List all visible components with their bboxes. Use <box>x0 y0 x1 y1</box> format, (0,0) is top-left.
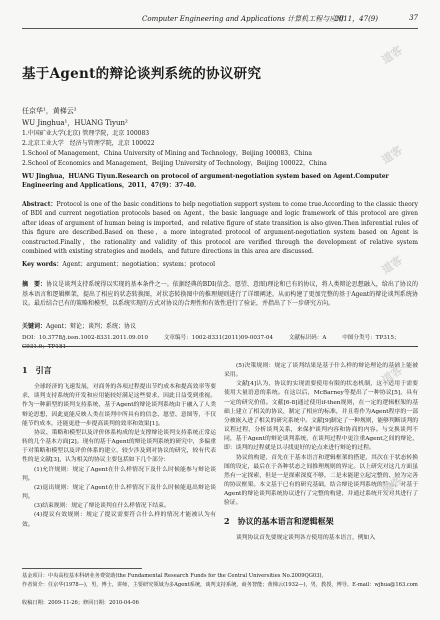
paragraph: (5)决策规则：规定了谈判结果是基于什么样的辩论理论的基础上能被采用。 <box>224 363 418 379</box>
paragraph: (2)退出规则：规定了Agent在什么样情况下及什么时候能退出辩论谈判。 <box>22 484 216 501</box>
issue-info: 2011，47(9) <box>334 15 378 23</box>
running-header <box>22 14 418 26</box>
right-column <box>224 362 418 578</box>
article-number: 文章编号：1002-8331(2011)09-0037-04 <box>163 335 274 341</box>
footnote-rule <box>22 568 142 569</box>
watermark: 道客 <box>379 43 405 67</box>
citation: WU Jinghua，HUANG Tiyun.Research on protocol of argument-negotiation system based on Agent.Computer Engineering and Applications，2011，47(9)：37-40. <box>22 173 389 189</box>
classification-number: 中图分类号：TP315；C931.9；TP181 <box>22 335 400 350</box>
zh-keywords-text: Agent；辩论；谈判；系统；协议 <box>46 323 137 330</box>
paragraph: 谈判协议首先要规定谈判各方使用的基本语言，例如入 <box>236 534 376 541</box>
paragraph: 协议、策略和模型以及评价体系构成的是支撑辩论谈判支持系统正常运转的几个基本方面[2]。现有的基于Agent的辩论谈判系统的研究中，多偏重于对策略和模型以及评价体系的建立，较少涉及到对协议的研究，较有代表性的是文献[3]，认为相关的协议主要包括如下几个部分： <box>22 429 216 464</box>
paragraph: (4)提议有效规则：规定了提议需要符合什么样的情况才能被认为有效。 <box>22 512 216 528</box>
zh-abstract-text: 协议是谈判支持系统得以实现的基本条件之一。依据经典的BDI(信念、愿望、意图)理论和已有的协议，将人类辩论思想融入，给出了协议的基本语言和逻辑框架，提出了相应的状态转换图，对状态转换图中的推理规则进行了详细阐述，从而构建了更加完整的基于Agent的辩论谈判系统协议。最后结合已有的策略和模型，以系统实现的方式对协议的合理性和有效性进行了验证，并指出了下一步研究方向。 <box>22 281 418 308</box>
zh-keywords-label: 关键词： <box>22 323 47 330</box>
affiliation-line: 1.中国矿业大学(北京) 管理学院，北京 100083 <box>22 130 150 137</box>
footnote: 收稿日期：2009-11-26；修回日期：2010-04-06 <box>22 600 139 606</box>
paragraph: (1)允许规则：规定了Agent在什么样情况下及什么时候能参与辩论谈判。 <box>22 466 216 482</box>
doi: DOI：10.3778/j.issn.1002-8331.2011.09.010 <box>22 335 149 341</box>
paper-title: 基于Agent的辩论谈判系统的协议研究 <box>22 66 262 82</box>
abstract-label: Abstract： <box>22 201 57 208</box>
section-heading: 1 引言 <box>22 365 52 375</box>
page-number: 37 <box>409 14 418 22</box>
watermark: 道客 <box>379 363 405 387</box>
paragraph: (3)结束规则：规定了辩论谈判在什么样情况下结束。 <box>34 503 170 510</box>
paragraph: 文献[4]认为，协议的实现需要使用有限的状态机制，这不适用于需要使用大量语意的系统。在这以后，McBarney等提出了一种协议[5]，具有一定的研究价值。文献[6-8]通过使用if-then规则，在一定的逻辑框架的基础上建立了相关的协议，制定了相应的标准，并且将作为Agent程序的一部分被嵌入进了相关的研究系统中。文献[9]制定了一种规则，能够判断谈判的议程过程，分析谈判关系，来保护谈判内容和协商的内容。与交换谈判不同，基于Agent的辩论谈判系统，在谈判过程中更注重Agent之间的辩论，即：谈判的过程就是以寻找更好的论点来进行辩论的过程。 <box>224 381 418 452</box>
keywords-label: Key words： <box>22 261 63 268</box>
authors-chinese: 任京华¹，黄梯云² <box>22 107 77 115</box>
document-code: 文献标识码：A <box>288 335 327 341</box>
article-meta <box>22 334 418 352</box>
keywords-chinese <box>22 322 418 331</box>
watermark: 道客 <box>379 253 405 277</box>
abstract-english <box>22 200 418 256</box>
header-rule <box>22 28 418 29</box>
affiliation-line: 2.北京工业大学 经济与管理学院，北京 100022 <box>22 140 155 147</box>
authors-english: WU Jinghua¹，HUANG Tiyun² <box>22 119 128 127</box>
journal-name: Computer Engineering and Applications 计算机工程与应用 <box>142 15 344 23</box>
watermark: 道客 <box>379 473 405 497</box>
section-heading: 2 协议的基本语言和逻辑框架 <box>224 515 334 526</box>
keywords-text: Agent；argument；negotiation；system；protocol <box>62 261 216 268</box>
keywords-english <box>22 260 418 269</box>
paragraph: 全球经济的飞速发展，对商务的各项过程提出节约成本和提高效率等要求，谈判支持系统的开发和应用能较好满足这些要求，因此日益受到重视。作为一种新型的谈判支持系统，基于Agent的辩论谈判系统由于融入了人类辩论思想，因此更能反映人类在谈判中所具有的信念、愿望、意图等，不仅能节约成本，还能更进一步提高谈判的效率和效果[1]。 <box>22 384 216 427</box>
left-column <box>22 362 216 562</box>
abstract-rule <box>22 346 418 347</box>
affiliation-line: 1.School of Management，China University of Mining and Technology，Beijing 100083，China <box>22 150 312 157</box>
watermark: 道客 <box>379 143 405 167</box>
abstract-text: Protocol is one of the basic conditions to help negotiation support system to come true.According to the classic theory of BDI and current negotiation protocols based on Agent，the basic language and logic framework of this protocol are given after ideas of argument of human being is imported，and relative figure of state transition is also given.Then inferential rules of this figure are described.Based on these，a more integrated protocol of argument-negotiation system based on Agent is constructed.Finally，the rationality and validity of this protocol are verified through the development of relative system combined with existing strategies and models，and future directions in this area are discussed. <box>22 201 418 256</box>
footnote: 基金项目：中央高校基本科研业务费资助(the Fundamental Research Funds for the Central Universities No.2009QG03)。 <box>22 573 327 579</box>
affiliation-line: 2.School of Economics and Management，Beijing University of Technology，Beijing 100022，China <box>22 160 327 167</box>
paragraph: 协议的构建，首先在于基本语言和逻辑框架的搭建，其次在于状态转换图的设定，最后在于各种状态之间推理规则的界定。以上研究对这几方面虽然有一定探索，但是一是探索深度不够，二是未能建立起完整的、较为完善的协议框架。本文基于已有的研究基础，结合辩论谈判系统的特点，对基于Agent的辩论谈判系统协议进行了完整的构建，并通过系统开发对其进行了验证。 <box>224 454 418 507</box>
zh-abstract-label: 摘 要： <box>22 281 47 288</box>
footnote: 作者简介：任京华(1978—)，男，博士，讲师，主要研究领域为多Agent系统，谈判支持系统，商务智能；黄梯云(1932—)，男，教授，博导。E-mail：wjhua@163.com <box>22 582 418 588</box>
abstract-chinese <box>22 280 418 309</box>
